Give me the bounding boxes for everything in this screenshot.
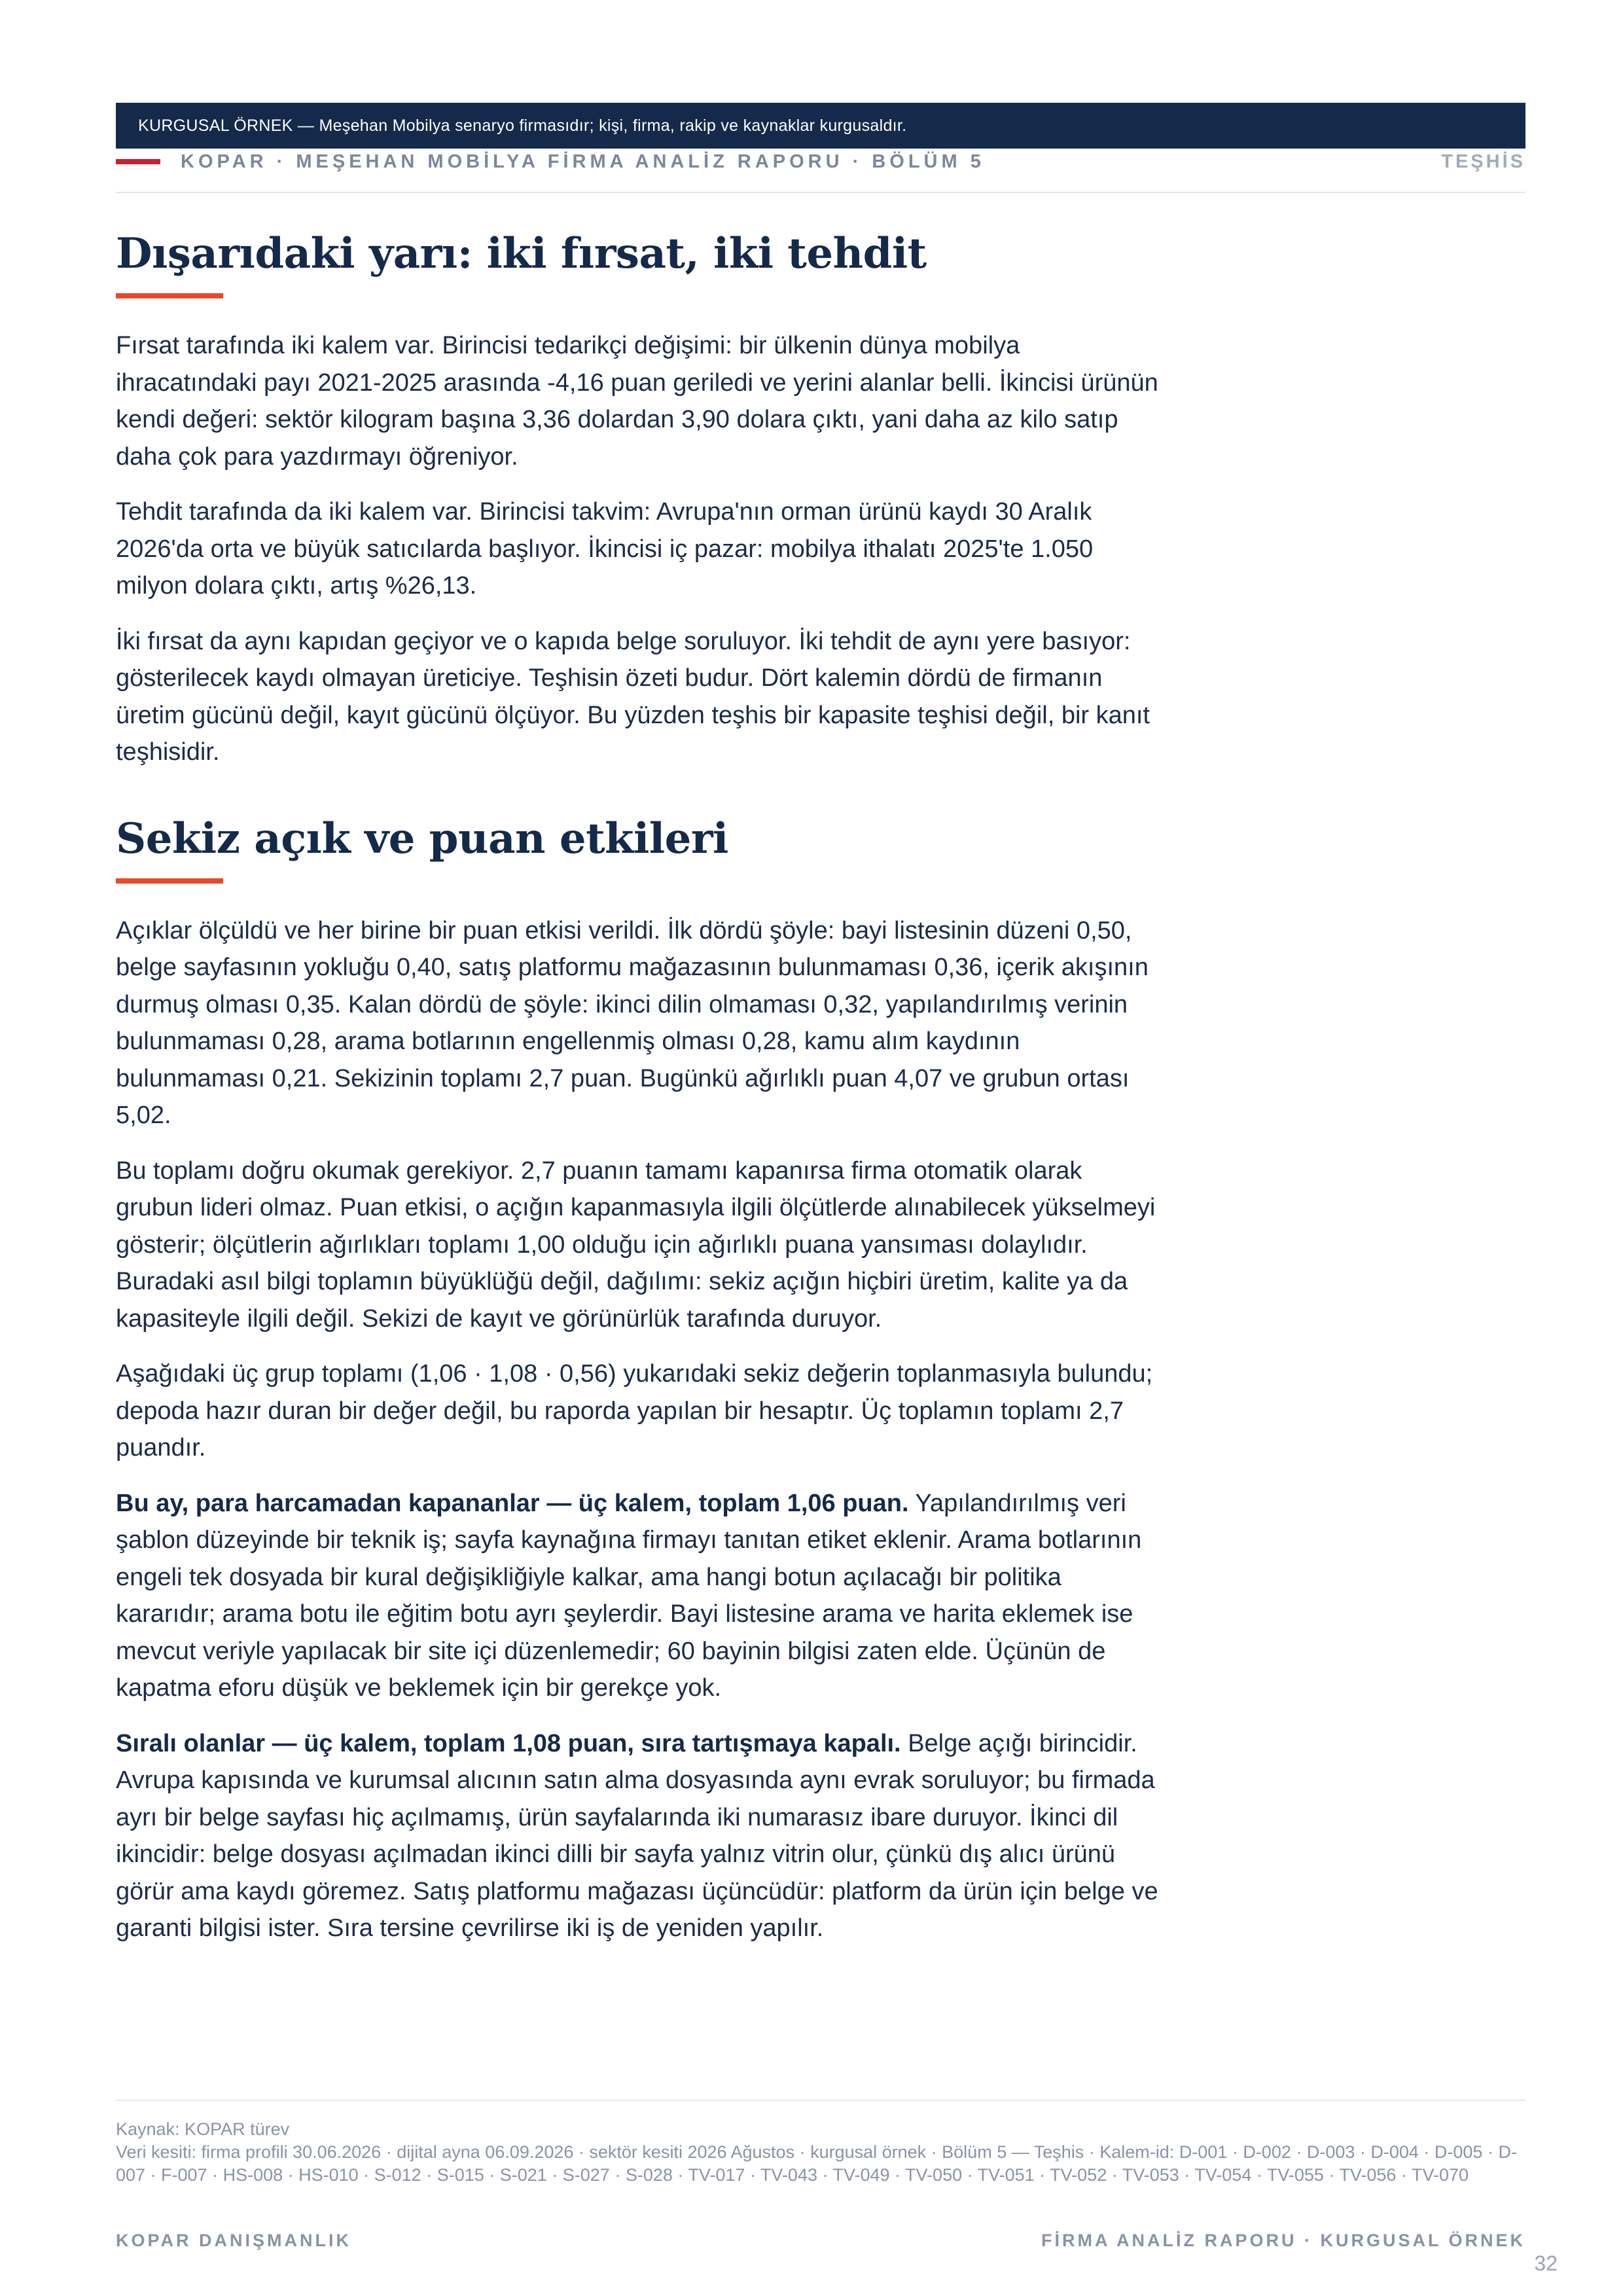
footer-company: KOPAR DANIŞMANLIK bbox=[116, 2231, 351, 2250]
paragraph-reading-total: Bu toplamı doğru okumak gerekiyor. 2,7 puanın tamamı kapanırsa firma otomatik olarak grubun lideri olmaz. Puan etkisi, o açığın kapanmasıyla ilgili ölçütlerde alınabilecek yükselmeyi gösterir; ölçütlerin ağırlıkları toplamı 1,00 olduğu için ağırlıklı puana yansıması dolaylıdır. Buradaki asıl bilgi toplamın büyüklüğü değil, dağılımı: sekiz açığın hiçbiri üretim, kalite ya da kapasiteyle ilgili değil. Sekizi de kayıt ve görünürlük tarafında duruyor. bbox=[116, 1157, 1156, 1333]
header-divider bbox=[116, 192, 1525, 193]
paragraph-quick-wins bbox=[116, 1485, 1163, 1707]
footer-report-label: FİRMA ANALİZ RAPORU · KURGUSAL ÖRNEK bbox=[1041, 2231, 1525, 2250]
fiction-disclaimer-banner: KURGUSAL ÖRNEK — Meşehan Mobilya senaryo firmasıdır; kişi, firma, rakip ve kaynaklar kurgusaldır. bbox=[116, 103, 1525, 149]
footer-divider bbox=[116, 2100, 1525, 2101]
paragraph-sequenced-items bbox=[116, 1725, 1163, 1947]
main-content bbox=[116, 223, 1163, 1965]
paragraph-threats: Tehdit tarafında da iki kalem var. Birincisi takvim: Avrupa'nın orman ürünü kaydı 30 Aralık 2026'da orta ve büyük satıcılarda başlıyor. İkincisi iç pazar: mobilya ithalatı 2025'te 1.050 milyon dolara çıktı, artış %26,13. bbox=[116, 498, 1094, 600]
paragraph-gap-scores: Açıklar ölçüldü ve her birine bir puan etkisi verildi. İlk dördü şöyle: bayi listesinin düzeni 0,50, belge sayfasının yokluğu 0,40, satış platformu mağazasının bulunmaması 0,36, içerik akışının durmuş olması 0,35. Kalan dördü de şöyle: ikinci dilin olmaması 0,32, yapılandırılmış verinin bulunmaması 0,28, arama botlarının engellenmiş olması 0,28, kamu alım kaydının bulunmaması 0,21. Sekizinin toplamı 2,7 puan. Bugünkü ağırlıklı puan 4,07 ve grubun ortası 5,02. bbox=[116, 916, 1149, 1129]
heading-accent-underline bbox=[116, 293, 223, 298]
data-cut-line: Veri kesiti: firma profili 30.06.2026 · dijital ayna 06.09.2026 · sektör kesiti 2026 Ağustos · kurgusal örnek · Bölüm 5 — Teşhis · Kalem-id: D-001 · D-002 · D-003 · D-004 · D-005 · D-007 · F-007 · HS-008 · HS-010 · S-012 · S-015 · S-021 · S-027 · S-028 · TV-017 · TV-043 · TV-049 · TV-050 · TV-051 · TV-052 · TV-053 · TV-054 · TV-055 · TV-056 · TV-070 bbox=[116, 2142, 1517, 2185]
section-heading-opportunities-threats: Dışarıdaki yarı: iki fırsat, iki tehdit bbox=[116, 229, 927, 278]
header-accent-bar bbox=[116, 159, 160, 164]
quick-wins-body: Yapılandırılmış veri şablon düzeyinde bir teknik iş; sayfa kaynağına firmayı tanıtan etiket eklenir. Arama botlarının engeli tek dosyada bir kural değişikliğiyle kalkar, ama hangi botun açılacağı bir politika kararıdır; arama botu ile eğitim botu ayrı şeylerdir. Bayi listesine arama ve harita eklemek ise mevcut veriyle yapılacak bir site içi düzenlemedir; 60 bayinin bilgisi zaten elde. Üçünün de kapatma eforu düşük ve beklemek için bir gerekçe yok. bbox=[116, 1489, 1142, 1702]
footer-source-notes bbox=[116, 2118, 1525, 2187]
page-number: 32 bbox=[1534, 2251, 1558, 2275]
running-header-section: TEŞHİS bbox=[1441, 151, 1525, 172]
paragraph-diagnosis-summary: İki fırsat da aynı kapıdan geçiyor ve o kapıda belge soruluyor. İki tehdit de aynı yere basıyor: gösterilecek kaydı olmayan üreticiye. Teşhisin özeti budur. Dört kalemin dördü de firmanın üretim gücünü değil, kayıt gücünü ölçüyor. Bu yüzden teşhis bir kapasite teşhisi değil, bir kanıt teşhisidir. bbox=[116, 627, 1150, 766]
paragraph-opportunities: Fırsat tarafında iki kalem var. Birincisi tedarikçi değişimi: bir ülkenin dünya mobilya ihracatındaki payı 2021-2025 arasında -4,16 puan geriledi ve yerini alanlar belli. İkincisi ürünün kendi değeri: sektör kilogram başına 3,36 dolardan 3,90 dolara çıktı, yani daha az kilo satıp daha çok para yazdırmayı öğreniyor. bbox=[116, 332, 1158, 471]
section-heading-gaps-scores: Sekiz açık ve puan etkileri bbox=[116, 814, 728, 863]
heading-accent-underline bbox=[116, 878, 223, 884]
quick-wins-lead: Bu ay, para harcamadan kapananlar — üç kalem, toplam 1,06 puan. bbox=[116, 1489, 909, 1517]
sequenced-items-body: Belge açığı birincidir. Avrupa kapısında ve kurumsal alıcının satın alma dosyasında aynı evrak soruluyor; bu firmada ayrı bir belge sayfası hiç açılmamış, ürün sayfalarında iki numarasız ibare duruyor. İkinci dil ikincidir: belge dosyası açılmadan ikinci dilli bir sayfa yalnız vitrin olur, çünkü dış alıcı ürünü görür ama kaydı göremez. Satış platformu mağazası üçüncüdür: platform da ürün için belge ve garanti bilgisi ister. Sıra tersine çevrilirse iki iş de yeniden yapılır. bbox=[116, 1729, 1158, 1942]
sequenced-items-lead: Sıralı olanlar — üç kalem, toplam 1,08 puan, sıra tartışmaya kapalı. bbox=[116, 1729, 901, 1757]
running-header-title: KOPAR · MEŞEHAN MOBİLYA FİRMA ANALİZ RAPORU · BÖLÜM 5 bbox=[181, 151, 985, 172]
paragraph-group-totals: Aşağıdaki üç grup toplamı (1,06 · 1,08 · 0,56) yukarıdaki sekiz değerin toplanmasıyla bulundu; depoda hazır duran bir değer değil, bu raporda yapılan bir hesaptır. Üç toplamın toplamı 2,7 puandır. bbox=[116, 1360, 1153, 1462]
source-line: Kaynak: KOPAR türev bbox=[116, 2119, 290, 2139]
